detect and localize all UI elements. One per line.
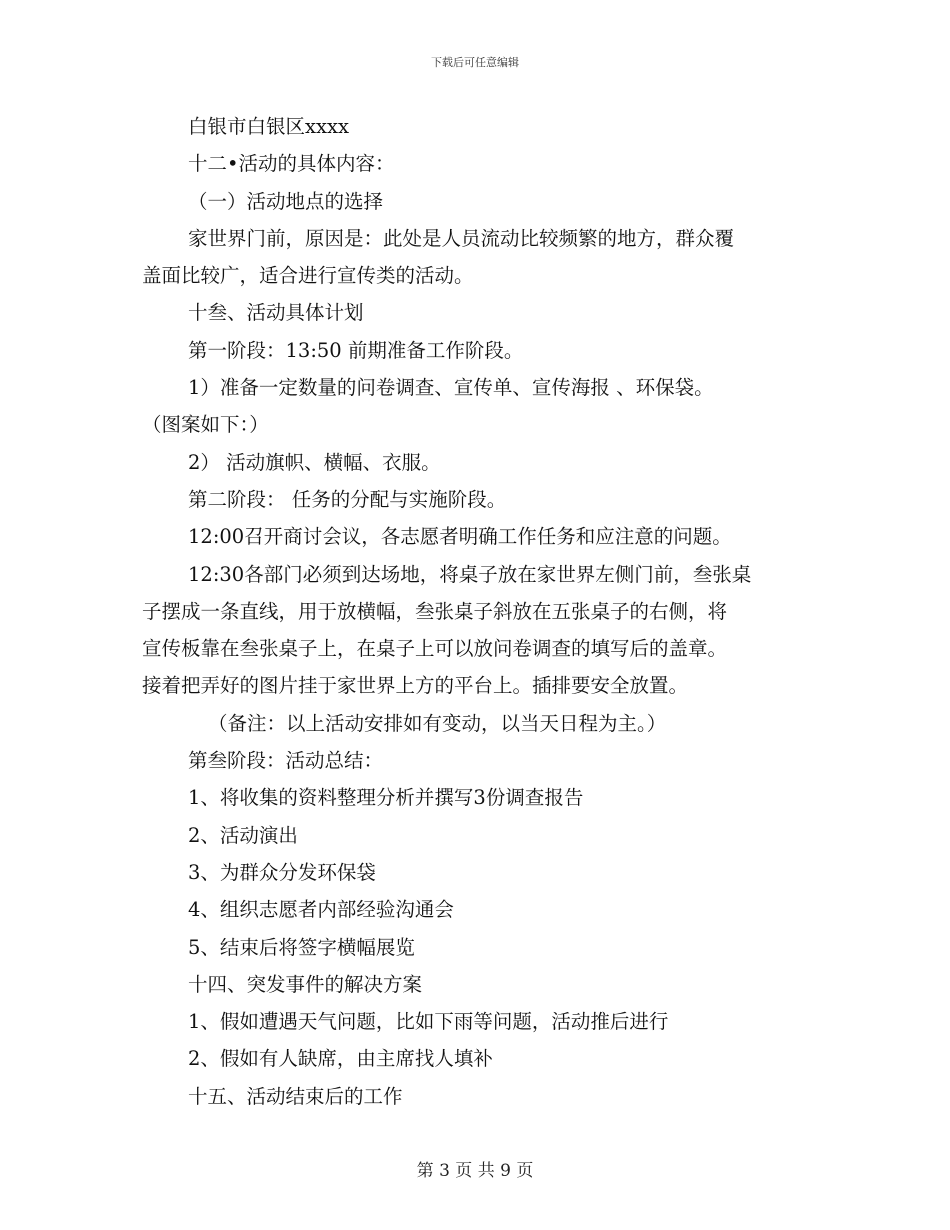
paragraph-line: 子摆成一条直线，用于放横幅，叁张桌子斜放在五张桌子的右侧，将 bbox=[142, 599, 728, 623]
note-line: （备注：以上活动安排如有变动，以当天日程为主。） bbox=[208, 711, 667, 735]
paragraph-line: 接着把弄好的图片挂于家世界上方的平台上。插排要安全放置。 bbox=[142, 674, 689, 698]
list-item: 2） 活动旗帜、横幅、衣服。 bbox=[188, 450, 441, 474]
page-footer: 第 3 页 共 9 页 bbox=[416, 1161, 534, 1181]
phase-heading: 第叁阶段：活动总结： bbox=[188, 749, 384, 773]
list-item: 1、将收集的资料整理分析并撰写3份调查报告 bbox=[188, 786, 584, 810]
paragraph-line: 12:30各部门必须到达场地，将桌子放在家世界左侧门前，叁张桌 bbox=[188, 562, 752, 586]
paragraph-line: 12:00召开商讨会议，各志愿者明确工作任务和应注意的问题。 bbox=[188, 525, 732, 549]
list-item: 2、活动演出 bbox=[188, 823, 298, 847]
section-heading: 十四、突发事件的解决方案 bbox=[188, 972, 423, 996]
phase-heading: 第二阶段： 任务的分配与实施阶段。 bbox=[188, 487, 507, 511]
paragraph-line: 盖面比较广，适合进行宣传类的活动。 bbox=[142, 264, 474, 288]
list-item: 1）准备一定数量的问卷调查、宣传单、宣传海报 、环保袋。 bbox=[188, 376, 714, 400]
text-line: 白银市白银区xxxx bbox=[188, 115, 349, 138]
paragraph-line: 家世界门前，原因是：此处是人员流动比较频繁的地方，群众覆 bbox=[188, 226, 735, 250]
subsection-heading: （一）活动地点的选择 bbox=[188, 189, 384, 213]
list-item: 5、结束后将签字横幅展览 bbox=[188, 935, 415, 959]
list-item: 4、组织志愿者内部经验沟通会 bbox=[188, 898, 454, 922]
section-heading: 十五、活动结束后的工作 bbox=[188, 1084, 403, 1108]
list-item: 3、为群众分发环保袋 bbox=[188, 860, 376, 884]
section-heading: 十叁、活动具体计划 bbox=[188, 301, 364, 325]
list-item: 1、假如遭遇天气问题，比如下雨等问题，活动推后进行 bbox=[188, 1010, 669, 1034]
phase-heading: 第一阶段：13:50 前期准备工作阶段。 bbox=[188, 338, 524, 362]
paragraph-line: （图案如下：） bbox=[142, 413, 269, 437]
section-heading: 十二•活动的具体内容： bbox=[188, 152, 395, 176]
paragraph-line: 宣传板靠在叁张桌子上，在桌子上可以放问卷调查的填写后的盖章。 bbox=[142, 637, 728, 661]
list-item: 2、假如有人缺席，由主席找人填补 bbox=[188, 1047, 493, 1071]
document-body bbox=[142, 108, 802, 1115]
header-note: 下载后可任意编辑 bbox=[431, 56, 519, 69]
